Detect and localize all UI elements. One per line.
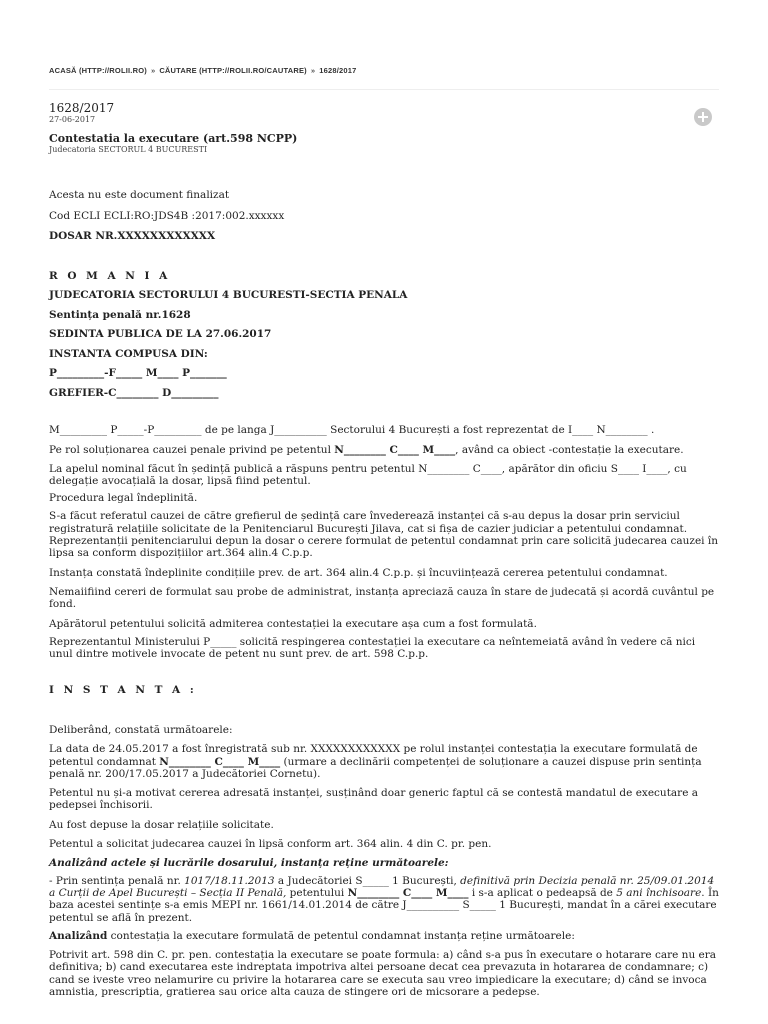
dosar-number: DOSAR NR.XXXXXXXXXXXX (49, 230, 216, 242)
breadcrumb-separator: » (150, 66, 156, 75)
paragraph-roll-call: La apelul nominal făcut în ședință publică a răspuns pentru petentul N________ C____, apărător din oficiu S____ I____, cu delegație avocațială la dosar, lipsă fiind petentul. (49, 462, 687, 487)
case-court: Judecatoria SECTORUL 4 BUCURESTI (49, 145, 208, 154)
paragraph-conditions: Instanța constată îndeplinite condițiile prev. de art. 364 alin.4 C.p.p. și încuviințează cererea petentului condamnat. (49, 566, 668, 579)
sentence-number: Sentința penală nr.1628 (49, 308, 191, 321)
document-content (49, 101, 719, 998)
paragraph-registration: La data de 24.05.2017 a fost înregistrată sub nr. XXXXXXXXXXXX pe rolul instanței contestația la executare formulată de petentul condamnat N________ C____ M____ (urmare a declinării competenței de soluționare a cauzei dispuse prin sentința penală nr. 200/17.05.2017 a Judecătoriei Cornetu). (49, 743, 702, 780)
hearing-date: SEDINTA PUBLICA DE LA 27.06.2017 (49, 328, 272, 340)
paragraph-analysis-heading: Analizând actele și lucrările dosarului, instanța reține următoarele: (49, 857, 449, 870)
paragraph-procedure: Procedura legal îndeplinită. (49, 492, 198, 505)
paragraph-defense: Apărătorul petentului solicită admiterea contestației la executare așa cum a fost formulată. (49, 617, 537, 630)
paragraph-analysis: Analizând contestația la executare formulată de petentul condamnat instanța reține următoarele: (49, 929, 575, 942)
paragraph-prosecutor: M_________ P_____-P_________ de pe langa J__________ Sectorului 4 București a fost reprezentat de I____ N________ . (49, 424, 655, 436)
paragraph-art-598: Potrivit art. 598 din C. pr. pen. contestația la executare se poate formula: a) când s-a pus în executare o hotarare care nu era definitiva; b) cand executarea este indreptata impotriva altei persoane decat cea prevazuta in hotararea de condamnare; c) cand se iveste vreo nelamurire cu privire la hotararea care se executa sau vreo impiedicare la executare; d) când se invoca amnistia, prescriptia, gratierea sau orice alta cauza de stingere ori de micsorare a pedepse. (49, 949, 717, 998)
case-number: 1628/2017 (49, 101, 115, 115)
case-title: Contestatia la executare (art.598 NCPP) (49, 132, 298, 145)
paragraph-deliberation: Deliberând, constată următoarele: (49, 723, 233, 736)
paragraph-motivation: Petentul nu și-a motivat cererea adresată instanței, susținând doar generic faptul că se contestă mandatul de executare a pedepsei închisorii. (49, 787, 699, 812)
romania-heading: R O M A N I A (49, 269, 171, 282)
paragraph-case-subject: Pe rol soluționarea cauzei penale privind pe petentul N________ C____ M____, având ca obiect -contestație la executare. (49, 444, 684, 457)
breadcrumb-separator: » (310, 66, 316, 75)
breadcrumb-home-link[interactable]: ACASĂ (HTTP://ROLII.RO) (49, 66, 147, 75)
judge-name: P_________-F_____ M____ P_______ (49, 367, 227, 379)
clerk-name: GREFIER-C________ D_________ (49, 386, 219, 399)
ecli-code: Cod ECLI ECLI:RO:JDS4B :2017:002.xxxxxx (49, 209, 285, 222)
paragraph-relations: Au fost depuse la dosar relațiile solicitate. (49, 818, 274, 831)
paragraph-no-requests: Nemaiifiind cereri de formulat sau probe de administrat, instanța apreciază cauza în stare de judecată și acordă cuvântul pe fond. (49, 585, 715, 611)
case-date: 27-06-2017 (49, 115, 96, 124)
breadcrumb (49, 66, 357, 75)
court-section: JUDECATORIA SECTORULUI 4 BUCURESTI-SECTIA PENALA (49, 289, 408, 301)
breadcrumb-current: 1628/2017 (319, 66, 357, 75)
paragraph-ministry: Reprezentantul Ministerului P_____ solicită respingerea contestației la executare ca neîntemeiată având în vedere că nici unul dintre motivele invocate de petent nu sunt prev. de art. 598 C.p.p. (49, 635, 696, 661)
paragraph-sentence-details: - Prin sentința penală nr. 1017/18.11.2013 a Judecătoriei S_____ 1 București, definitivă prin Decizia penală nr. 25/09.01.2014 a Curții de Apel București – Secția II Penală, petentului N________ C____ M____ i s-a aplicat o pedeapsă de 5 ani închisoare. În baza acestei sentințe s-a emis MEPI nr. 1661/14.01.2014 de către J__________ S_____ 1 București, mandat în a cărei executare petentul se află în prezent. (49, 874, 719, 924)
instanta-heading: I N S T A N T A : (49, 684, 197, 697)
composition-heading: INSTANTA COMPUSA DIN: (49, 347, 208, 360)
paragraph-absence: Petentul a solicitat judecarea cauzei în lipsă conform art. 364 alin. 4 din C. pr. pen. (49, 838, 492, 851)
header-divider (49, 89, 719, 90)
document-body (49, 189, 719, 998)
paragraph-report: S-a făcut referatul cauzei de către grefierul de ședință care învederează instanței că s-au depus la dosar prin serviciul registratură relațiile solicitate de la Penitenciarul București Jilava, cat si fișa de cazier judiciar a petentului condamnat. Reprezentanții penitenciarului depun la dosar o cerere formulat de petentul condamnat prin care solicită judecarea cauzei în lipsa sa conform dispozițiilor art.364 alin.4 C.p.p. (49, 510, 718, 560)
breadcrumb-search-link[interactable]: CĂUTARE (HTTP://ROLII.RO/CAUTARE) (159, 66, 307, 75)
not-final-notice: Acesta nu este document finalizat (49, 189, 230, 201)
